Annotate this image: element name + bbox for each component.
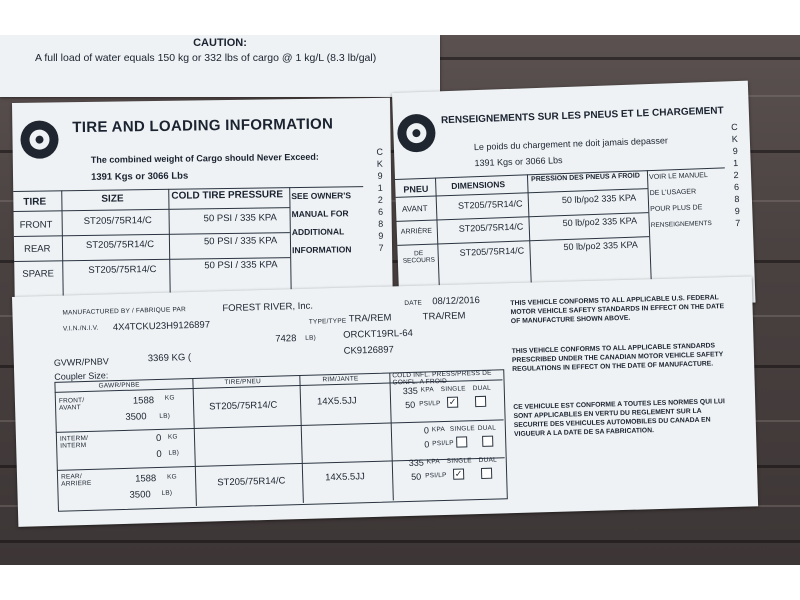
unit-kg: KG — [164, 394, 175, 402]
manual-line: ADDITIONAL — [291, 226, 345, 238]
manual-line-fr: VOIR LE MANUEL — [648, 172, 708, 182]
tire-icon — [20, 120, 59, 159]
mfr-label: MANUFACTURED BY / FABRIQUE PAR — [62, 306, 187, 317]
caution-title: CAUTION: — [193, 37, 247, 49]
mfr-value: FOREST RIVER, Inc. — [222, 300, 314, 315]
unit-kpa: KPA — [431, 425, 446, 434]
col-size-fr: DIMENSIONS — [451, 179, 506, 191]
unit-psi: PSI/LP — [419, 400, 441, 408]
dual-label: DUAL — [478, 456, 497, 465]
row-size-spare: ST205/75R14/C — [88, 263, 157, 276]
tire-label-title-fr: RENSEIGNEMENTS SUR LES PNEUS ET LE CHARGEMENT — [440, 105, 724, 127]
single-label: SINGLE — [446, 457, 472, 465]
manual-line-fr: DE L'USAGER — [649, 188, 697, 198]
lb-value: 7428 — [275, 333, 297, 345]
unit-kg: KG — [166, 473, 177, 481]
col-tire-pneu: TIRE/PNEU — [224, 378, 262, 387]
vin-value: 4X4TCKU23H9126897 — [112, 319, 211, 334]
row-tire-avant: AVANT — [401, 203, 428, 214]
conformity-us: THIS VEHICLE CONFORMS TO ALL APPLICABLE U.S. FEDERAL MOTOR VEHICLE SAFETY STANDARDS IN EFFECT ON THE DATE OF MANUFACTURE SHOWN ABOVE. — [510, 294, 725, 326]
axle-rear-kpa: 335 — [408, 457, 424, 468]
cargo-limit-value: 1391 Kgs or 3066 Lbs — [90, 170, 189, 183]
caution-text: A full load of water equals 150 kg or 332 lbs of cargo @ 1 kg/L (8.3 lb/gal) — [35, 52, 377, 64]
dual-checkbox-interm — [482, 436, 493, 447]
row-pressure-arriere: 50 lb/po2 335 KPA — [562, 215, 638, 229]
axle-interm-lb: 0 — [156, 448, 162, 461]
col-tire-fr: PNEU — [403, 183, 429, 195]
axle-interm-kpa: 0 — [423, 425, 430, 436]
axle-rear-tire: ST205/75R14/C — [217, 475, 286, 489]
unit-lb: LB) — [168, 449, 180, 457]
wall-slat — [0, 540, 800, 543]
axle-front-psi: 50 — [405, 399, 416, 411]
single-checkbox-front: ✓ — [448, 396, 457, 407]
conformity-canada: THIS VEHICLE CONFORMS TO ALL APPLICABLE STANDARDS PRESCRIBED UNDER THE CANADIAN MOTOR VEHICLE SAFETY REGULATIONS IN EFFECT ON THE DATE OF MANUFACTURE. — [511, 342, 724, 374]
manual-line: SEE OWNER'S — [291, 190, 352, 202]
col-size: SIZE — [101, 193, 124, 205]
vin-label: V.I.N./N.I.V. — [62, 324, 99, 333]
unit-kg: KG — [167, 433, 178, 441]
dual-label: DUAL — [472, 384, 491, 393]
dual-label: DUAL — [477, 424, 497, 433]
type-label: TYPE/TYPE — [308, 317, 347, 326]
row-tire-arriere: ARRIÈRE — [400, 227, 433, 236]
col-pressure: COLD TIRE PRESSURE — [171, 189, 284, 202]
axle-rear-lb: 3500 — [129, 489, 151, 501]
axle-front-rim: 14X5.5JJ — [316, 395, 357, 408]
dual-checkbox-front — [475, 396, 486, 407]
col-pressure-fr: PRESSION DES PNEUS A FROID — [530, 172, 640, 184]
row-size-avant: ST205/75R14/C — [457, 198, 523, 211]
certification-label — [12, 276, 758, 527]
dual-checkbox-rear — [481, 468, 492, 479]
col-cold-infl: COLD INFL. PRESS/PRESS DE GONFL. A FROID — [392, 369, 492, 387]
row-pressure-front: 50 PSI / 335 KPA — [203, 212, 277, 225]
coupler-label: Coupler Size: — [54, 370, 109, 382]
axle-rear-psi: 50 — [411, 471, 422, 482]
axle-rear-rim: 14X5.5JJ — [325, 471, 365, 484]
unit-lb: LB) — [161, 489, 173, 497]
row-size-front: ST205/75R14/C — [83, 215, 152, 228]
side-code: C K 9 1 2 6 8 9 7 — [376, 146, 384, 253]
unit-psi: PSI/LP — [425, 471, 447, 480]
row-size-arriere: ST205/75R14/C — [458, 221, 524, 234]
row-tire-rear: REAR — [23, 243, 51, 255]
cargo-limit-value-fr: 1391 Kgs or 3066 Lbs — [474, 155, 563, 169]
row-pressure-spare: 50 PSI / 335 KPA — [204, 259, 278, 272]
manual-line: INFORMATION — [292, 244, 352, 256]
manual-line-fr: RENSEIGNEMENTS — [650, 219, 712, 230]
ck-value: CK9126897 — [343, 344, 394, 357]
axle-front-kg: 1588 — [132, 395, 155, 407]
row-size-secours: ST205/75R14/C — [459, 245, 525, 258]
axle-rear-kg: 1588 — [134, 473, 157, 485]
row-tire-spare: SPARE — [22, 268, 54, 280]
single-label: SINGLE — [440, 385, 466, 394]
axle-front-name: FRONT/ AVANT — [58, 397, 85, 412]
col-gawr: GAWR/PNBE — [98, 381, 140, 390]
col-rim: RIM/JANTE — [322, 375, 359, 384]
lb-label: LB) — [305, 334, 317, 342]
cargo-limit-text-fr: Le poids du chargement ne doit jamais depasser — [473, 135, 669, 153]
row-tire-secours: DE SECOURS — [402, 250, 436, 265]
axle-front-lb: 3500 — [125, 411, 147, 423]
unit-psi: PSI/LP — [432, 439, 454, 448]
axle-interm-name: INTERM/ INTERM — [59, 434, 89, 450]
axle-interm-psi: 0 — [424, 439, 430, 450]
type-value: TRA/REM — [348, 312, 392, 325]
unit-lb: LB) — [159, 412, 171, 420]
row-tire-front: FRONT — [19, 219, 53, 231]
col-tire: TIRE — [23, 196, 47, 208]
photo-background — [0, 35, 800, 565]
axle-interm-kg: 0 — [155, 432, 162, 445]
row-size-rear: ST205/75R14/C — [85, 239, 155, 251]
model-value: ORCKT19RL-64 — [343, 327, 414, 341]
type-value-2: TRA/REM — [422, 310, 466, 323]
axle-front-tire: ST205/75R14/C — [208, 399, 278, 413]
tire-label-title: TIRE AND LOADING INFORMATION — [72, 115, 334, 137]
row-pressure-secours: 50 lb/po2 335 KPA — [563, 239, 639, 253]
cargo-limit-text: The combined weight of Cargo should Never Exceed: — [90, 151, 319, 165]
axle-front-kpa: 335 — [402, 385, 418, 397]
side-code-fr: C K 9 1 2 6 8 9 7 — [730, 121, 741, 229]
single-checkbox-interm — [456, 436, 467, 447]
single-checkbox-rear: ✓ — [454, 468, 463, 479]
conformity-french: CE VEHICULE EST CONFORME A TOUTES LES NORMES QUI LUI SONT APPLICABLES EN VERTU DU REGLEMENT SUR LA SECURITE DES VEHICULES AUTOMOBILES DU CANADA EN VIGUEUR A LA DATE DE SA FABRICATION. — [513, 398, 725, 439]
row-pressure-avant: 50 lb/po2 335 KPA — [561, 192, 637, 206]
date-value: 08/12/2016 — [432, 294, 480, 308]
axle-rear-name: REAR/ ARRIERE — [60, 473, 92, 488]
date-label: DATE — [404, 299, 423, 308]
manual-line: MANUAL FOR — [291, 208, 349, 220]
gvwr-value: 3369 KG ( — [147, 352, 192, 365]
row-pressure-rear: 50 PSI / 335 KPA — [203, 235, 278, 248]
single-label: SINGLE — [449, 425, 476, 433]
manual-line-fr: POUR PLUS DE — [650, 204, 703, 214]
unit-kpa: KPA — [426, 458, 440, 466]
gvwr-label: GVWR/PNBV — [53, 356, 109, 368]
caution-label — [0, 35, 440, 97]
unit-kpa: KPA — [420, 386, 434, 394]
tire-icon — [397, 114, 436, 153]
